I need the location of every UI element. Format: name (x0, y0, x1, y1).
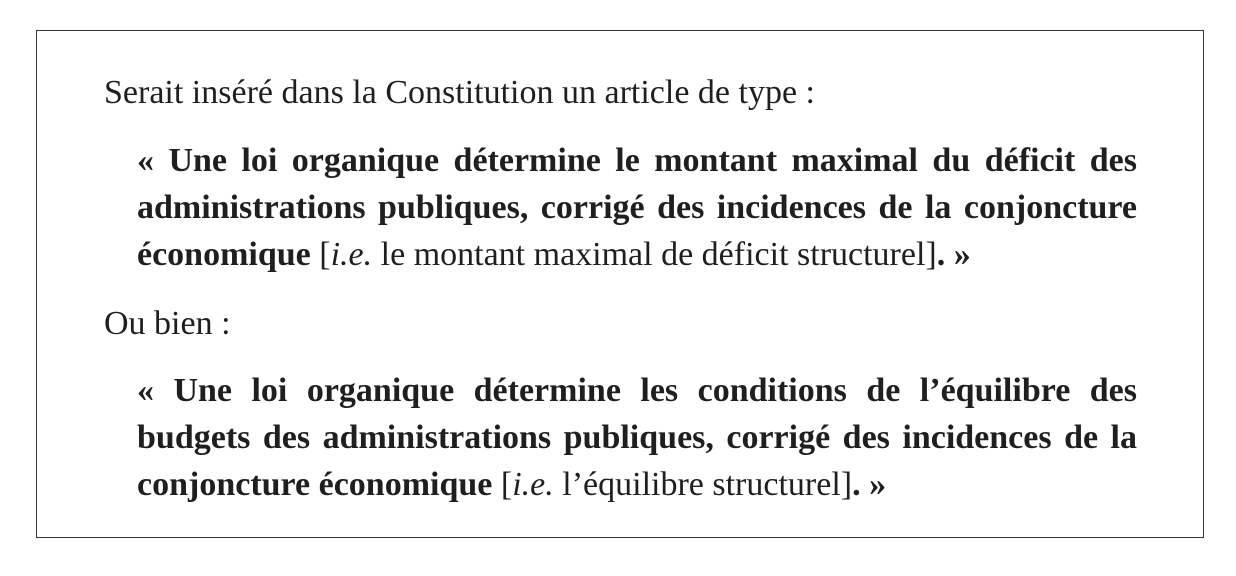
intro-text-1: Serait inséré dans la Constitution un article de type : (104, 74, 815, 111)
quote-1-close: . » (936, 236, 971, 273)
quote-2-bracket-open: [ (492, 466, 513, 503)
quote-block-2 (137, 367, 1137, 508)
quote-1-bracket-open: [ (310, 236, 331, 273)
quote-2-close: . » (852, 466, 887, 503)
quote-1-bracket-text: le montant maximal de déficit structurel] (372, 236, 937, 273)
quote-2-ie: i.e. (512, 466, 554, 503)
quote-2-main: « Une loi organique détermine les conditions de l’équilibre des budgets des administrations publiques, corrigé des incidences de la conjoncture économique (137, 372, 1137, 503)
quote-block-1 (137, 137, 1137, 278)
quote-1-main: « Une loi organique détermine le montant maximal du déficit des administrations publiques, corrigé des incidences de la conjoncture économique (137, 142, 1137, 273)
quote-1-ie: i.e. (330, 236, 373, 273)
intro-text-2: Ou bien : (104, 305, 231, 342)
quote-2-bracket-text: l’équilibre structurel] (553, 466, 853, 503)
